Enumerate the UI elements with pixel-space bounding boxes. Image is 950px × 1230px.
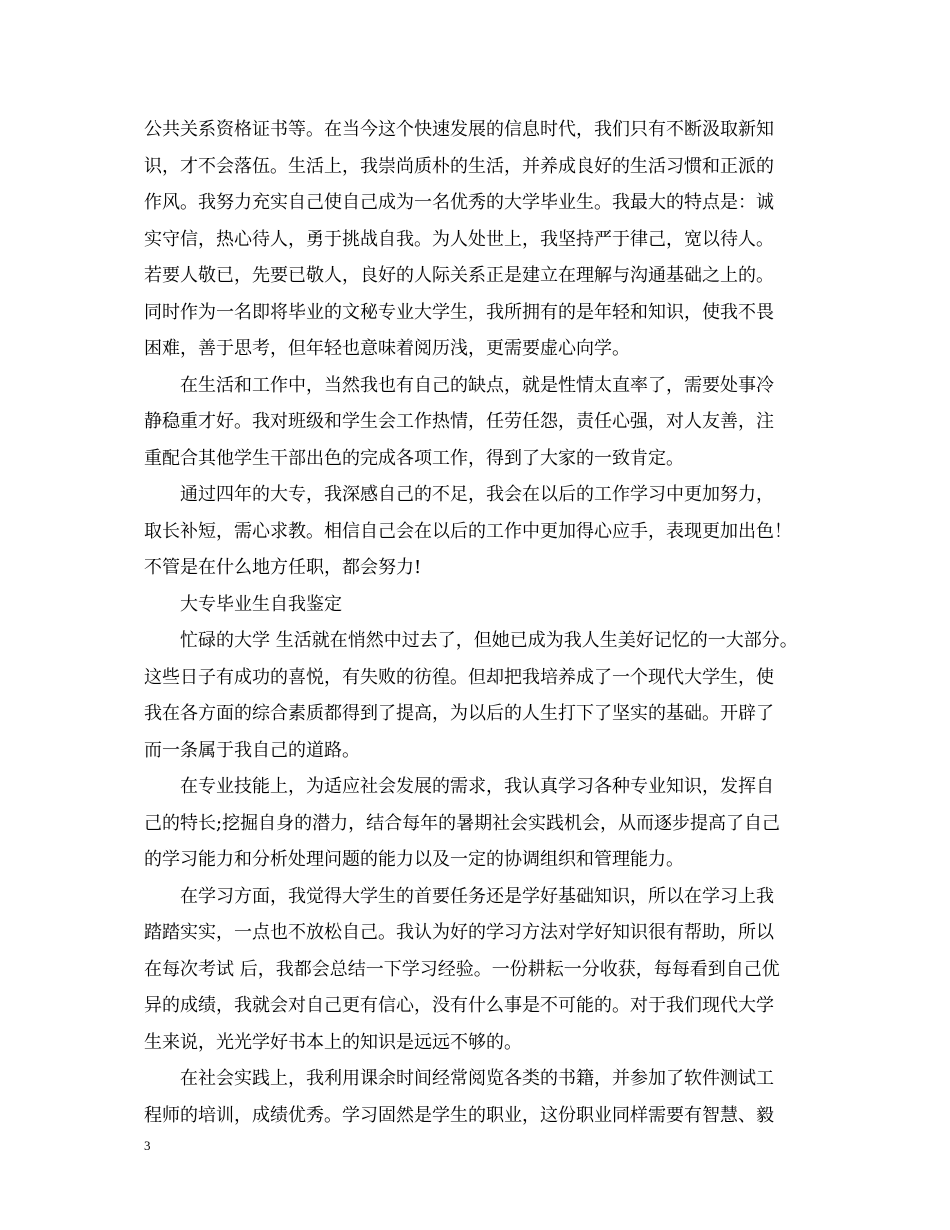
text-line: 公共关系资格证书等。在当今这个快速发展的信息时代，我们只有不断汲取新知: [144, 119, 774, 140]
text-line: 若要人敬已，先要已敬人，良好的人际关系正是建立在理解与沟通基础之上的。: [144, 265, 774, 286]
text-line: 实守信，热心待人，勇于挑战自我。为人处世上，我坚持严于律己，宽以待人。: [144, 228, 774, 250]
text-line: 的学习能力和分析处理问题的能力以及一定的协调组织和管理能力。: [144, 849, 684, 870]
text-line: 而一条属于我自己的道路。: [144, 739, 360, 761]
paragraph-start-line: 忙碌的大学 生活就在悄然中过去了，但她已成为我人生美好记忆的一大部分。: [180, 630, 798, 651]
document-body: [144, 112, 814, 1134]
text-line: 不管是在什么地方任职，都会努力!: [144, 557, 422, 578]
page-number: 3: [144, 1138, 151, 1153]
text-line: 异的成绩，我就会对自己更有信心，没有什么事是不可能的。对于我们现代大学: [144, 995, 774, 1016]
text-line: 困难，善于思考，但年轻也意味着阅历浅，更需要虚心向学。: [144, 338, 630, 359]
text-line: 程师的培训，成绩优秀。学习固然是学生的职业，这份职业同样需要有智慧、毅: [144, 1104, 774, 1126]
text-line: 同时作为一名即将毕业的文秘专业大学生，我所拥有的是年轻和知识，使我不畏: [144, 301, 774, 323]
text-line: 我在各方面的综合素质都得到了提高，为以后的人生打下了坚实的基础。开辟了: [144, 703, 774, 724]
paragraph-start-line: 在学习方面，我觉得大学生的首要任务还是学好基础知识，所以在学习上我: [180, 885, 774, 907]
text-line: 生来说，光光学好书本上的知识是远远不够的。: [144, 1031, 522, 1053]
paragraph-start-line: 在专业技能上，为适应社会发展的需求，我认真学习各种专业知识，发挥自: [180, 776, 774, 797]
text-line: 作风。我努力充实自己使自己成为一名优秀的大学毕业生。我最大的特点是：诚: [144, 192, 774, 213]
text-line: 踏踏实实，一点也不放松自己。我认为好的学习方法对学好知识很有帮助，所以: [144, 922, 774, 943]
text-line: 取长补短，需心求教。相信自己会在以后的工作中更加得心应手，表现更加出色！: [144, 520, 792, 542]
text-line: 在每次考试 后，我都会总结一下学习经验。一份耕耘一分收获，每每看到自己优: [144, 958, 780, 980]
paragraph-start-line: 在社会实践上，我利用课余时间经常阅览各类的书籍，并参加了软件测试工: [180, 1068, 774, 1089]
section-heading: 大专毕业生自我鉴定: [180, 593, 342, 615]
text-line: 这些日子有成功的喜悦，有失败的彷徨。但却把我培养成了一个现代大学生，使: [144, 666, 774, 688]
text-line: 识，才不会落伍。生活上，我崇尚质朴的生活，并养成良好的生活习惯和正派的: [144, 155, 774, 177]
text-line: 己的特长;挖掘自身的潜力，结合每年的暑期社会实践机会，从而逐步提高了自己: [144, 812, 781, 834]
paragraph-start-line: 通过四年的大专，我深感自己的不足，我会在以后的工作学习中更加努力，: [180, 484, 774, 505]
paragraph-start-line: 在生活和工作中，当然我也有自己的缺点，就是性情太直率了，需要处事冷: [180, 374, 774, 396]
text-line: 重配合其他学生干部出色的完成各项工作，得到了大家的一致肯定。: [144, 447, 684, 469]
text-line: 静稳重才好。我对班级和学生会工作热情，任劳任怨，责任心强，对人友善，注: [144, 411, 774, 432]
